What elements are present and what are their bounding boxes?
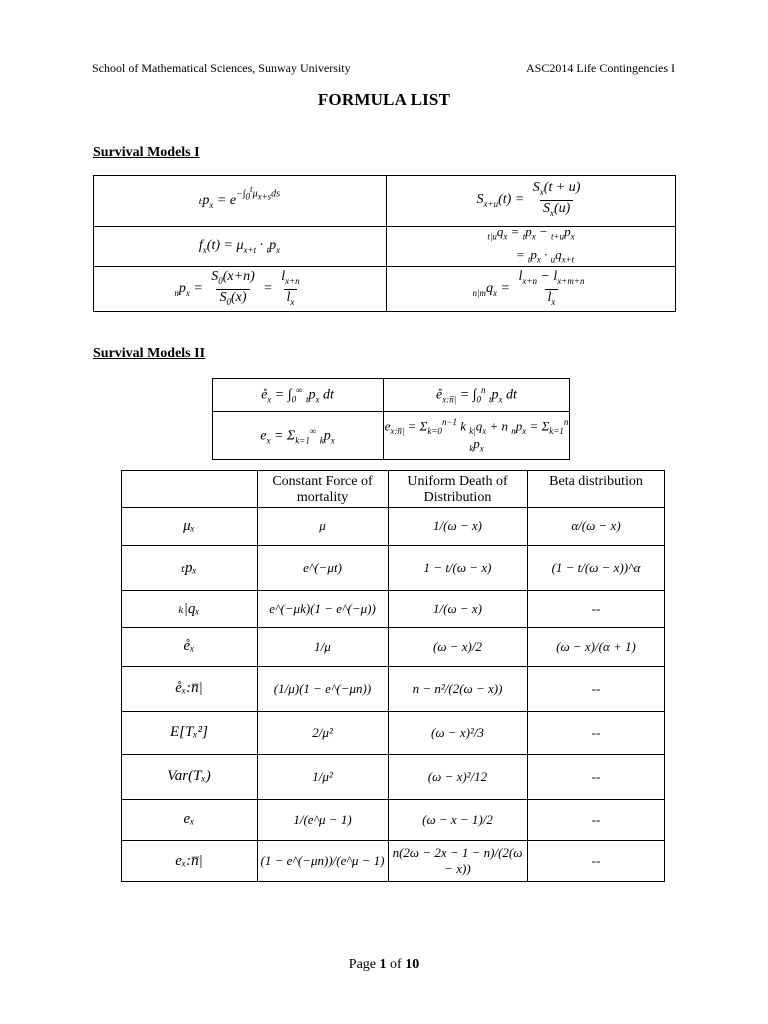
- header-course: ASC2014 Life Contingencies I: [526, 61, 675, 75]
- beta-value: (1 − t/(ω − x))^α: [551, 559, 641, 575]
- cfm-value: μ: [319, 518, 326, 533]
- formula-npx: $_np_x$ = $\frac{S_0(x+n)}{S_0(x)}$ = $\frac{l_{x+n}}{l_x}$: [93, 266, 386, 312]
- udd-value: (ω − x − 1)/2: [422, 811, 493, 827]
- col-header-beta: Beta distribution: [549, 474, 643, 489]
- beta-value: α/(ω − x): [571, 518, 621, 533]
- header-school: School of Mathematical Sciences, Sunway University: [92, 61, 351, 75]
- beta-value: --: [591, 724, 601, 740]
- row-label: e̊ₓ:n̅|: [175, 680, 203, 696]
- page-footer: Page 1 of 10: [348, 957, 420, 972]
- cfm-value: 2/μ²: [312, 724, 333, 740]
- row-label: eₓ: [183, 811, 195, 827]
- cfm-value: (1/μ)(1 − e^(−μn)): [273, 680, 372, 696]
- col-header-udd: Uniform Death of Distribution: [407, 474, 508, 505]
- cfm-value: 1/(e^μ − 1): [293, 811, 352, 827]
- udd-value: n(2ω − 2x − 1 − n)/(2(ω − x)): [392, 845, 523, 876]
- row-label: eₓ:n̅|: [175, 852, 203, 869]
- row-label: ₜpₓ: [181, 560, 197, 576]
- section-heading-survival-models-1: Survival Models I: [93, 145, 200, 160]
- row-label: ₖ|qₓ: [178, 601, 200, 617]
- udd-value: (ω − x)²/12: [427, 768, 488, 784]
- cfm-value: e^(−μk)(1 − e^(−μ)): [269, 600, 376, 616]
- beta-value: --: [591, 811, 601, 827]
- beta-value: --: [591, 680, 601, 696]
- udd-value: 1/(ω − x): [433, 518, 482, 533]
- cfm-value: e^(−μt): [303, 559, 342, 575]
- page-number: 1: [379, 957, 387, 972]
- row-label: E[Tₓ²]: [170, 724, 208, 740]
- beta-value: --: [591, 768, 601, 784]
- col-header-constant-force: Constant Force of mortality: [272, 474, 373, 505]
- udd-value: (ω − x)/2: [433, 638, 482, 654]
- cfm-value: (1 − e^(−μn))/(e^μ − 1): [260, 853, 385, 868]
- page-title: FORMULA LIST: [317, 90, 451, 109]
- beta-value: --: [591, 853, 601, 868]
- section-heading-survival-models-2: Survival Models II: [93, 346, 206, 361]
- udd-value: (ω − x)²/3: [431, 724, 484, 740]
- udd-value: 1 − t/(ω − x): [423, 559, 492, 575]
- formula-sx-u: $S_{x+u}(t)$ = $\frac{S_x(t + u)}{S_x(u)}$: [386, 175, 676, 226]
- udd-value: n − n²/(2(ω − x)): [412, 680, 503, 696]
- beta-value: --: [591, 600, 601, 616]
- row-label: μₓ: [183, 517, 195, 534]
- udd-value: 1/(ω − x): [433, 600, 482, 616]
- row-label: Var(Tₓ): [167, 768, 211, 784]
- formula-complete-ex-n: $e̊_{x:n̅|} = \int_0^n$ $_tp_x$ dt: [436, 384, 517, 405]
- formula-curtate-ex-n: $e_{x:n̅|} = \Sigma_{k=0}^{n-1}$ k $_{k|}q_x + n$ $_np_x = \Sigma_{k=1}^n$ $_kp_x$: [384, 417, 569, 454]
- beta-value: (ω − x)/(α + 1): [556, 638, 636, 654]
- formula-complete-ex: $e̊_x = \int_0^\infty$ $_tp_x$ dt: [261, 384, 334, 405]
- formula-n-m-q: $_{n|m}q_x$ = $\frac{l_{x+n} - l_{x+m+n}}{l_x}$: [386, 266, 676, 312]
- formula-fx: $f_x(t) = \mu_{x+t} \cdot _tp_x$: [198, 237, 281, 255]
- formula-deferred-q: $_{t|u}q_x = _tp_x - _{t+u}p_x$ = $_tp_x \cdot _uq_{x+t}$: [487, 224, 575, 265]
- cfm-value: 1/μ²: [312, 768, 333, 784]
- formula-curtate-ex: $e_x = \Sigma_{k=1}^\infty$ $_kp_x$: [260, 425, 335, 446]
- page-total: 10: [405, 957, 420, 972]
- row-label: e̊ₓ: [183, 638, 195, 654]
- formula-tpx: ₜp$_x$ = e $^{-\int_0^t \mu_{x+s} ds}$: [198, 183, 281, 210]
- cfm-value: 1/μ: [314, 638, 331, 654]
